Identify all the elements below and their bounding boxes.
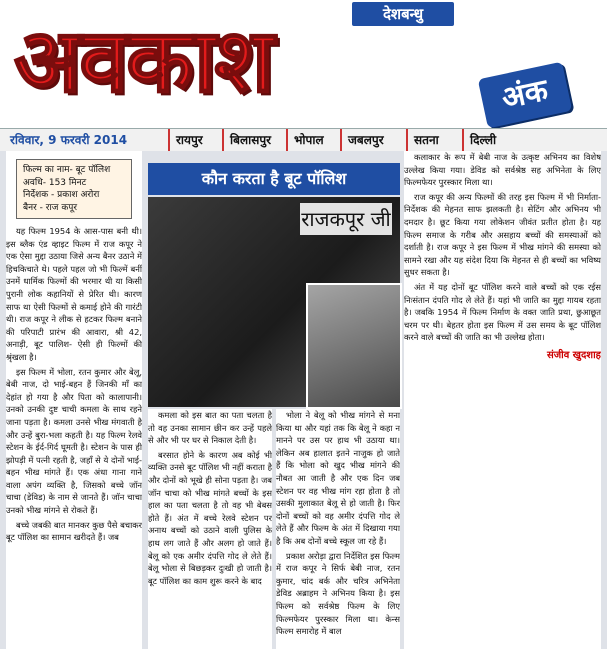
city-bhopal: भोपाल (286, 129, 324, 151)
column-2-paragraph: कमला को इस बात का पता चलता है तो वह उनका सामान छीन कर उन्हें पहले से और भी पर घर से निकाल देती है। (148, 410, 272, 446)
film-director: निर्देशक - प्रकाश अरोरा (23, 190, 100, 200)
column-2-paragraph: बरसात होने के कारण अब कोई भी व्यक्ति उनसे बूट पॉलिश भी नहीं कराता है और दोनों को भूखे ही सोना पड़ता है। जब जॉन चाचा को भीख मांगते बच्चों के इस हाल का पता चलता है तो वह भी बेबस होते हैं। अंत में बच्चे रेलवे स्टेशन पर अनाथ बच्चों को उठाने वाली पुलिस के हाथ लग जाते हैं और अलग हो जाते हैं। बेलू को एक अमीर दंपत्ति गोद ले लेते हैं। बेलू भोला से बिछड़कर दुःखी हो जाती है। बूट पॉलिश का काम शुरू करने के बाद (148, 449, 272, 586)
column-1-paragraph: यह फिल्म 1954 के आस-पास बनी थी। इस ब्लैक एंड व्हाइट फिल्म में राज कपूर ने एक ऐसा मुद्दा उठाया जिसे अन्य बैनर उठाने में हिचकिचाते थे। पहले पहल जो भी फिल्में बनीं उनमें धार्मिक फिल्मों की भरमार थी या किसी पुरानी लोक कहानियों से प्रेरित थी। कारण साफ था ऐसी फिल्मों से कमाई होने की गारंटी थी। राज कपूर ने लीक से हटकर फिल्म बनाने की परिपाटी प्रारंभ की आवारा, श्री 42, अनाड़ी, बूट पालिश- ऐसी ही फिल्मों की श्रृंखला है। (6, 226, 142, 362)
column-3-paragraph: भोला ने बेलू को भीख मांगने से मना किया था और यहां तक कि बेलू ने कहा न मानने पर उस पर हाथ भी उठाया था। लेकिन अब हालात इतने नाजुक हो जाते हैं कि भोला को खुद भीख मांगने की नौबत आ जाती है और एक दिन जब स्टेशन पर वह भीख मांग रहा होता है तो उसकी मुलाकात बेलू से हो जाती है। फिर दोनों बच्चों को वह अमीर दंपत्ति गोद ले लेते हैं और फिल्म के अंत में दिखाया गया है कि अब दोनों बच्चे स्कूल जा रहे हैं। (276, 410, 400, 546)
article-page (0, 151, 607, 649)
column-4-paragraph: अंत में यह दोनों बूट पॉलिश करने वाले बच्चों को एक रईस निःसंतान दंपति गोद ले लेते हैं। यहां भी जाति का मुद्दा गायब रहता है। जबकि 1954 में फिल्म निर्माण के वक्त जाति प्रथा, छुआछूत चरम पर थी। बेहतर होता इस फिल्म में उस समय के बूट पॉलिश करने वाले बच्चों की जाति का भी उल्लेख होता। (404, 281, 601, 343)
masthead (0, 0, 607, 128)
film-name: फिल्म का नाम- बूट पॉलिश (23, 165, 111, 175)
article-column-1 (6, 151, 142, 649)
dateline-bar (0, 128, 607, 152)
article-headline: कौन करता है बूट पॉलिश (148, 163, 400, 195)
film-duration: अवधि- 153 मिनट (23, 177, 87, 188)
photo-caption: राजकपूर जी (300, 203, 392, 235)
column-4-paragraph: कलाकार के रूप में बेबी नाज के उत्कृष्ट अभिनय का विशेष उल्लेख किया गया। डेविड को सर्वश्रेष्ठ सह अभिनेता के लिए फिल्मफेयर पुरस्कार मिला था। (404, 152, 601, 188)
children-still-photo (306, 283, 402, 409)
city-jabalpur: जबलपुर (340, 129, 384, 151)
avkash-title: अवकाश (14, 8, 273, 112)
article-column-2 (148, 409, 272, 649)
column-1-paragraph: इस फिल्म में भोला, रतन कुमार और बेलू, बेबी नाज, दो भाई-बहन हैं जिनकी माँ का देहांत हो गया है और पिता को कालापानी। उनको उनकी दुष्ट चाची कमला के साथ रहने जाना पड़ता है। कमला उनसे भीख मंगवाती है और उन्हें बुरा-भला कहती है। यह फिल्म रेलवे स्टेशन के ईर्द-गिर्द घूमती है। स्टेशन के पास ही झोपड़ी में पत्नी रहती है, जहाँ से ये दोनों भाई-बहन भीख मांगते हैं। एक अंधा गाना गाने वाला अपंग व्यक्ति है, जिसको बच्चे जॉन चाचा (डेविड) के नाम से जानते हैं। जॉन चाचा उनको भीख मांगने से रोकते हैं। (6, 366, 142, 516)
film-info-box (16, 159, 132, 219)
city-raipur: रायपुर (168, 129, 203, 151)
deshbandhu-logo: देशबन्धु (352, 2, 454, 26)
article-column-4 (404, 151, 601, 649)
column-4-paragraph: राज कपूर की अन्य फिल्मों की तरह इस फिल्म में भी निर्माता-निर्देशक की मेहनत साफ झलकती है। सेटिंग और अभिनय भी दमदार है। छूट किया गया लोकेशन जीवंत प्रतीत होता है। यह फिल्म समाज के गरीब और असहाय बच्चों की समस्याओं को दर्शाती है। राज कपूर ने इस फिल्म में भीख मांगने की समस्या को सामने रखा और यह संदेश दिया कि मेहनत से ही बच्चों का भविष्य सुधर सकता है। (404, 191, 601, 278)
film-banner: बैनर - राज कपूर (23, 202, 78, 213)
city-delhi: दिल्ली (462, 129, 496, 151)
city-bilaspur: बिलासपुर (222, 129, 271, 151)
column-3-paragraph: प्रकाश अरोड़ा द्वारा निर्देशित इस फिल्म में राज कपूर ने सिर्फ बेबी नाज, रतन कुमार, चांद बर्क और चरित्र अभिनेता डेविड अब्राहम ने अभिनय किया है। इस फिल्म को सर्वश्रेष्ठ फिल्म के लिए फिल्मफेयर पुरस्कार मिला था। केन्स फिल्म समारोह में बाल (276, 550, 400, 637)
issue-date: रविवार, 9 फरवरी 2014 (10, 133, 128, 147)
column-1-paragraph: बच्चे जबकी बात मानकर कुछ पैसे बचाकर बूट पॉलिश का सामान खरीदते हैं। जब (6, 519, 142, 543)
ank-badge: अंक (478, 62, 573, 129)
article-column-3 (276, 409, 400, 649)
city-satna: सतना (406, 129, 439, 151)
author-signature: संजीव खुदशाह (546, 349, 601, 361)
